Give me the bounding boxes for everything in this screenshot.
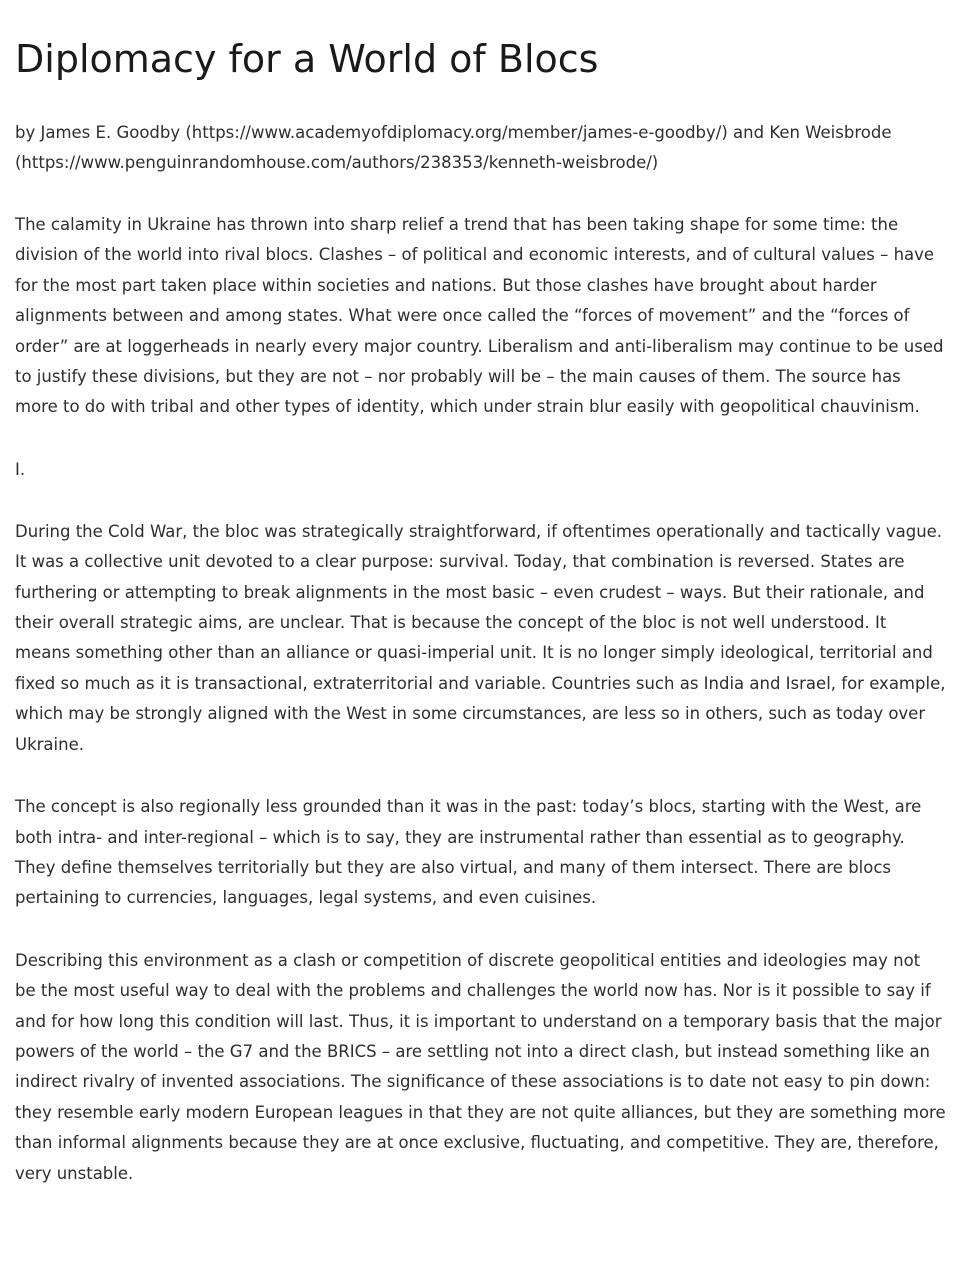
article-title: Diplomacy for a World of Blocs bbox=[15, 37, 599, 81]
section-marker: I. bbox=[15, 459, 26, 479]
intro-paragraph: The calamity in Ukraine has thrown into sharp relief a trend that has been taking shape for some time: the division of the world into rival blocs. Clashes – of political and economic interests, and of cultural values – have for the most part taken place within societies and nations. But those clashes have brought about harder alignments between and among states. What were once called the “forces of movement” and the “forces of order” are at loggerheads in nearly every major country. Liberalism and anti-liberalism may continue to be used to justify these divisions, but they are not – nor probably will be – the main causes of them. The source has more to do with tribal and other types of identity, which under strain blur easily with geopolitical chauvinism. bbox=[15, 215, 944, 417]
article-byline: by James E. Goodby (https://www.academyofdiplomacy.org/member/james-e-goodby/) and Ken Weisbrode (https://www.penguinrandomhouse.com/authors/238353/kenneth-weisbrode/) bbox=[15, 123, 892, 172]
body-paragraph-3: Describing this environment as a clash or competition of discrete geopolitical entities and ideologies may not be the most useful way to deal with the problems and challenges the world now has. Nor is it possible to say if and for how long this condition will last. Thus, it is important to understand on a temporary basis that the major powers of the world – the G7 and the BRICS – are settling not into a direct clash, but instead something like an indirect rivalry of invented associations. The significance of these associations is to date not easy to pin down: they resemble early modern European leagues in that they are not quite alliances, but they are something more than informal alignments because they are at once exclusive, fluctuating, and competitive. They are, therefore, very unstable. bbox=[15, 950, 946, 1183]
body-paragraph-2: The concept is also regionally less grounded than it was in the past: today’s blocs, starting with the West, are both intra- and inter-regional – which is to say, they are instrumental rather than essential as to geography. They define themselves territorially but they are also virtual, and many of them intersect. There are blocs pertaining to currencies, languages, legal systems, and even cuisines. bbox=[15, 797, 922, 908]
body-paragraph-1: During the Cold War, the bloc was strategically straightforward, if oftentimes operationally and tactically vague. It was a collective unit devoted to a clear purpose: survival. Today, that combination is reversed. States are furthering or attempting to break alignments in the most basic – even crudest – ways. But their rationale, and their overall strategic aims, are unclear. That is because the concept of the bloc is not well understood. It means something other than an alliance or quasi-imperial unit. It is no longer simply ideological, territorial and fixed so much as it is transactional, extraterritorial and variable. Countries such as India and Israel, for example, which may be strongly aligned with the West in some circumstances, are less so in others, such as today over Ukraine. bbox=[15, 521, 946, 754]
